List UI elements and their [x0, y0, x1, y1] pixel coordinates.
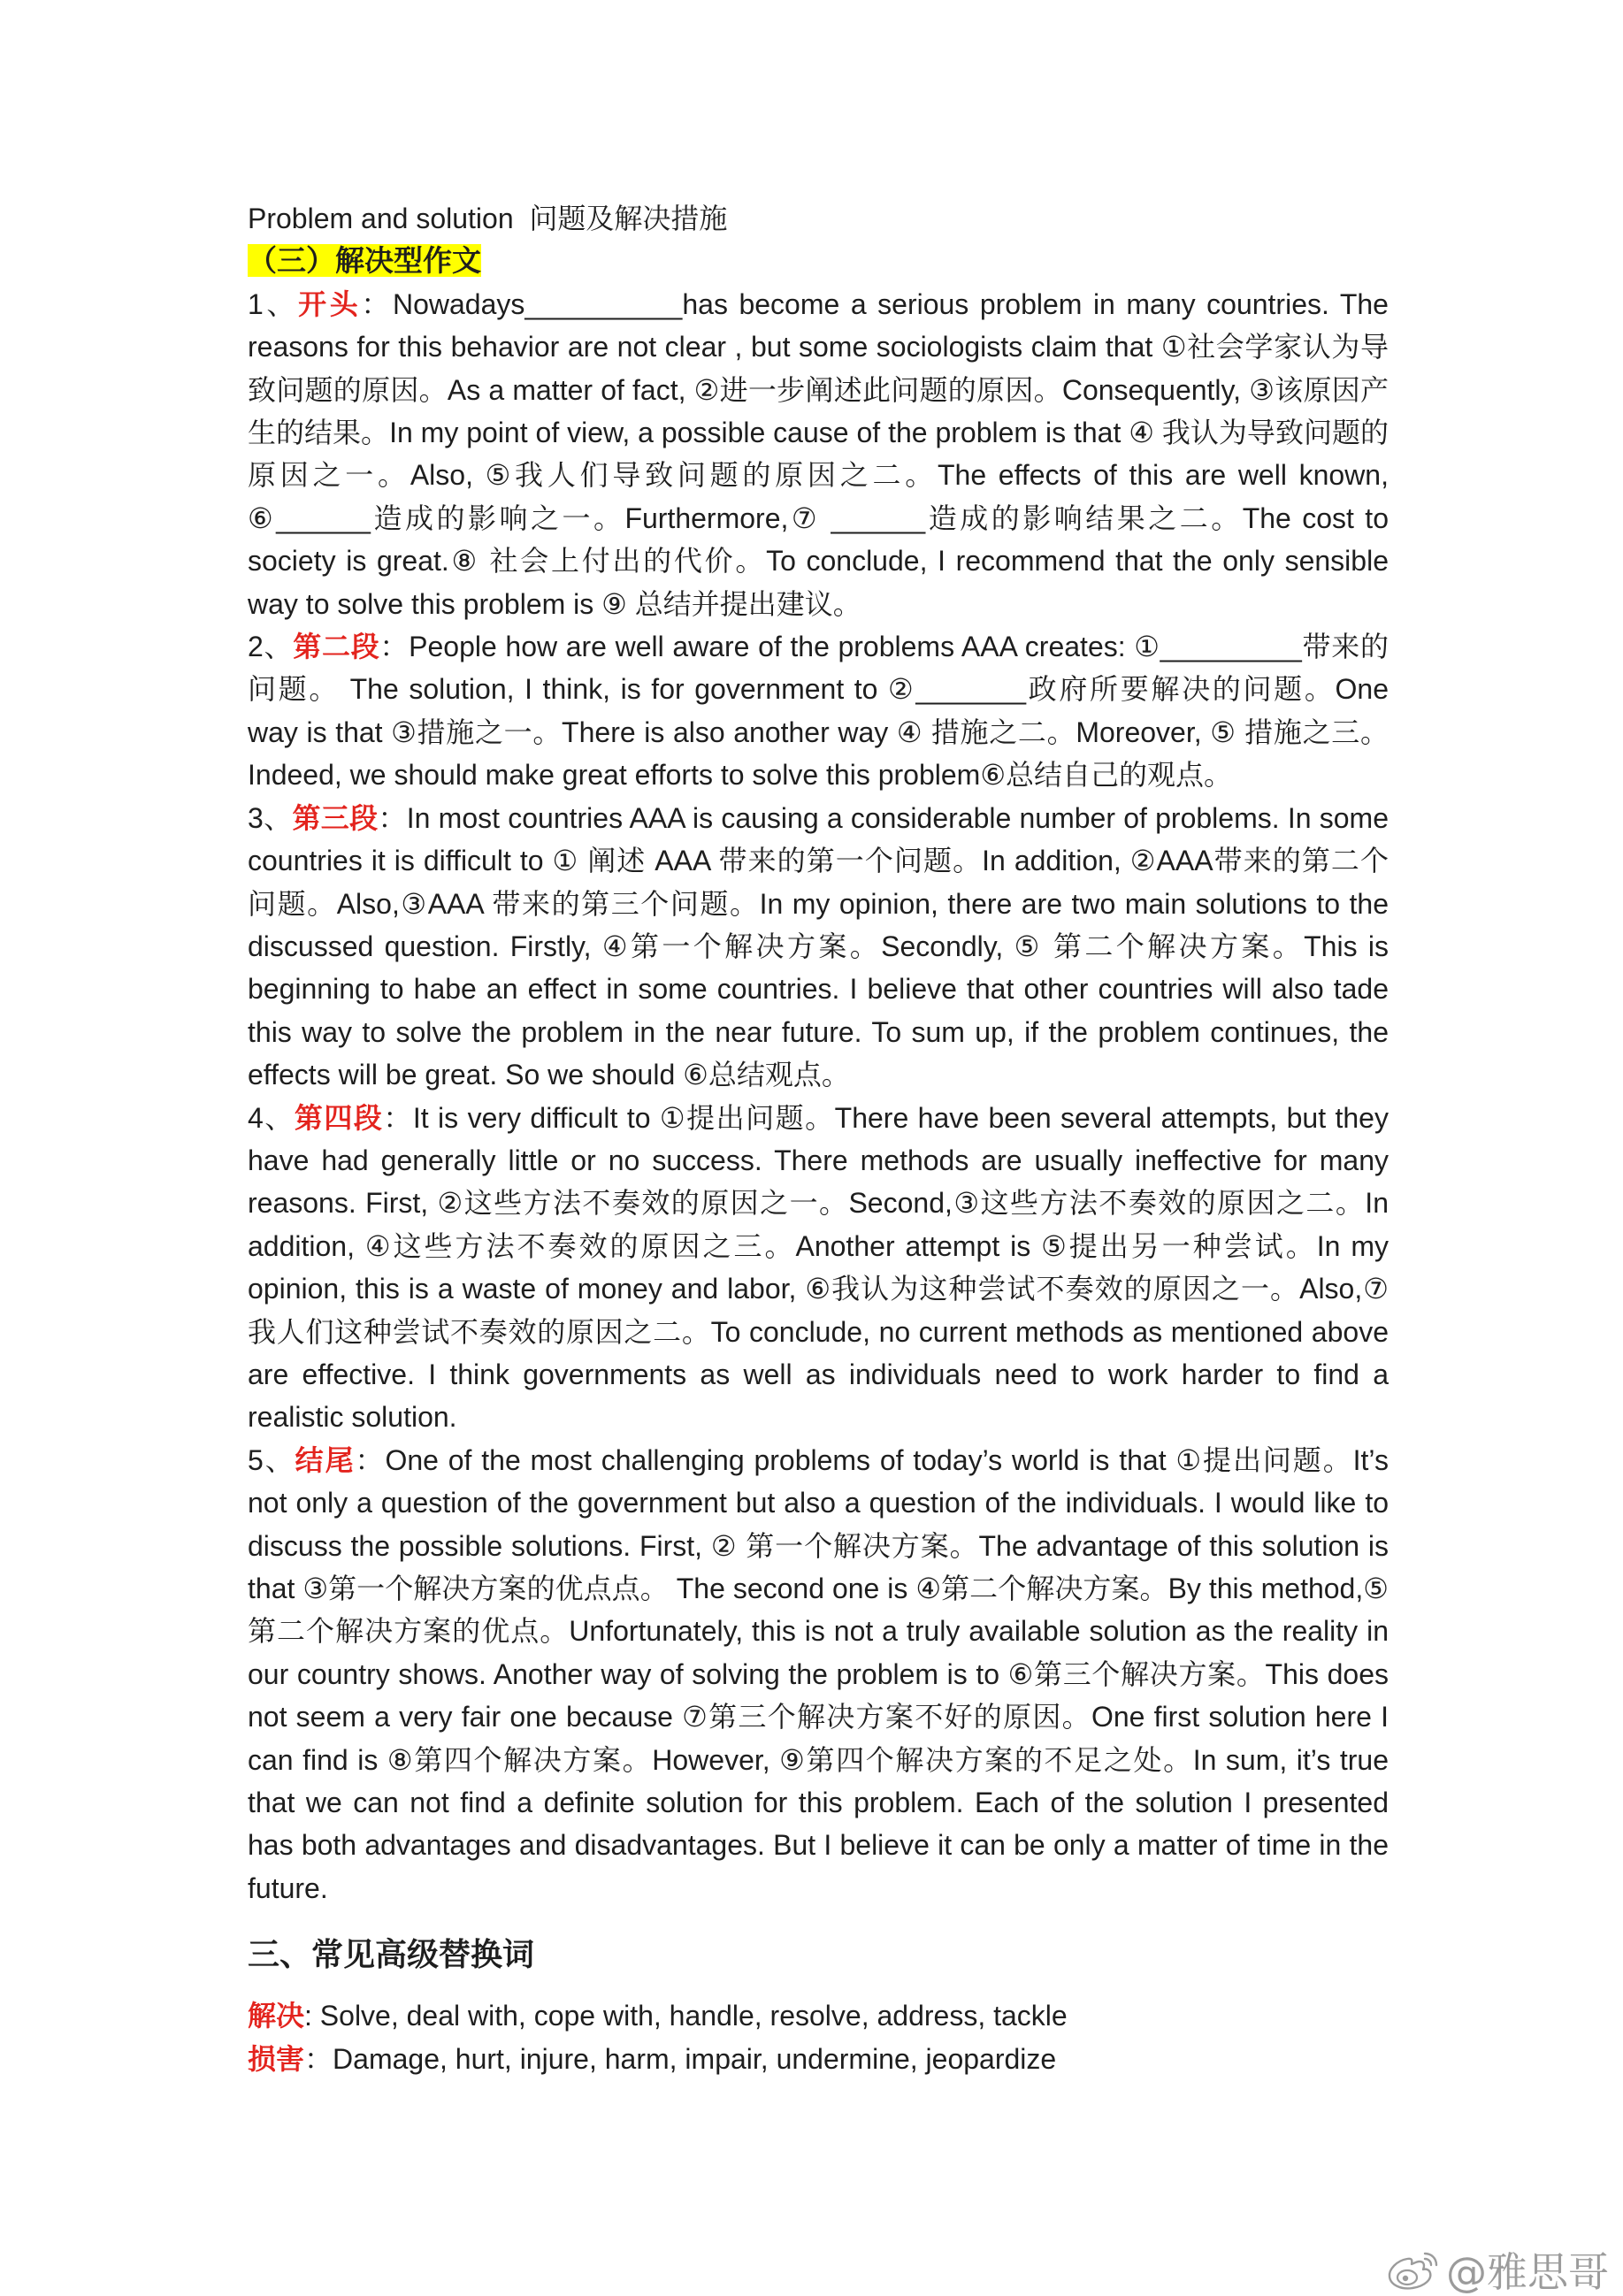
paragraph-body: People how are well aware of the problems AAA creates: ①_________带来的问题。 The solution, I think, is for government to ②_______政府所要解决的问题。One way is that ③措施之一。There is also another way ④ 措施之二。Moreover, ⑤ 措施之三。Indeed, we should make great efforts to solve this problem⑥总结自己的观点。: [248, 631, 1389, 792]
vocab-words: Solve, deal with, cope with, handle, resolve, address, tackle: [311, 2000, 1068, 2032]
paragraph-label: 结尾: [295, 1443, 356, 1476]
paragraph-separator: ：: [361, 287, 393, 320]
paragraph-body: One of the most challenging problems of today’s world is that ①提出问题。It’s not only a question of the government but also a question of the individuals. I would like to discuss the possible solutions. First, ② 第一个解决方案。The advantage of this solution is that ③第一个解决方案的优点点。 The second one is ④第二个解决方案。By this method,⑤第二个解决方案的优点。Unfortunately, this is not a truly available solution as the reality in our country shows. Another way of solving the problem is to ⑥第三个解决方案。This does not seem a very fair one because ⑦第三个解决方案不好的原因。One first solution here I can find is ⑧第四个解决方案。However, ⑨第四个解决方案的不足之处。In sum, it’s true that we can not find a definite solution for this problem. Each of the solution I presented has both advantages and disadvantages. But I believe it can be only a matter of time in the future.: [248, 1443, 1389, 1904]
vocab-label: 损害: [248, 2042, 305, 2075]
paragraph-body: It is very difficult to ①提出问题。There have been several attempts, but they have had generally little or no success. There methods are usually ineffective for many reasons. First, ②这些方法不奏效的原因之一。Second,③这些方法不奏效的原因之二。In addition, ④这些方法不奏效的原因之三。Another attempt is ⑤提出另一种尝试。In my opinion, this is a waste of money and labor, ⑥我认为这种尝试不奏效的原因之一。Also,⑦我人们这种尝试不奏效的原因之二。To conclude, no current methods as mentioned above are effective. I think governments as well as individuals need to work harder to find a realistic solution.: [248, 1101, 1389, 1434]
paragraph-number: 3、: [248, 801, 293, 834]
vocab-label: 解决: [248, 2000, 305, 2032]
template-paragraph: [248, 1439, 1389, 1910]
paragraph-label: 第四段: [294, 1101, 384, 1134]
paragraph-label: 第二段: [293, 631, 380, 663]
paragraph-label: 第三段: [292, 801, 379, 834]
template-paragraph: [248, 797, 1389, 1097]
paragraph-separator: ：: [379, 631, 410, 663]
subtitle-line: [248, 240, 1389, 282]
vocab-item: [248, 2038, 1389, 2080]
vocab-separator: ：: [304, 2042, 333, 2075]
paragraph-separator: ：: [355, 1443, 386, 1476]
watermark-text: @雅思哥: [1446, 2248, 1609, 2296]
section-subtitle: （三）解决型作文: [248, 244, 481, 278]
document-title: Problem and solution 问题及解决措施: [248, 203, 728, 234]
watermark: [1386, 2243, 1609, 2296]
paragraph-number: 2、: [248, 631, 294, 663]
paragraph-label: 开头: [298, 287, 362, 320]
paragraph-body: In most countries AAA is causing a considerable number of problems. In some countries it is difficult to ① 阐述 AAA 带来的第一个问题。In addition, ②AAA带来的第二个问题。Also,③AAA 带来的第三个问题。In my opinion, there are two main solutions to the discussed question. Firstly, ④第一个解决方案。Secondly, ⑤ 第二个解决方案。This is beginning to habe an effect in some countries. I believe that other countries will also tade this way to solve the problem in the near future. To sum up, if the problem continues, the effects will be great. So we should ⑥总结观点。: [248, 801, 1389, 1091]
paragraph-body: Nowadays__________has become a serious problem in many countries. The reasons for this behavior are not clear , but some sociologists claim that ①社会学家认为导致问题的原因。As a matter of fact, ②进一步阐述此问题的原因。Consequently, ③该原因产生的结果。In my point of view, a possible cause of the problem is that ④ 我认为导致问题的原因之一。Also, ⑤我人们导致问题的原因之二。The effects of this are well known, ⑥______造成的影响之一。Furthermore,⑦ ______造成的影响结果之二。The cost to society is great.⑧ 社会上付出的代价。To conclude, I recommend that the only sensible way to solve this problem is ⑨ 总结并提出建议。: [248, 287, 1389, 620]
vocab-item: [248, 1994, 1389, 2037]
template-paragraph: [248, 625, 1389, 797]
paragraph-separator: ：: [383, 1101, 413, 1134]
vocab-separator: :: [304, 2000, 312, 2032]
template-paragraph: [248, 283, 1389, 625]
paragraph-number: 4、: [248, 1101, 295, 1134]
paragraph-separator: ：: [378, 801, 407, 834]
paragraph-number: 1、: [248, 287, 299, 320]
template-paragraph: [248, 1097, 1389, 1439]
document-content: [248, 197, 1389, 2080]
vocab-words: Damage, hurt, injure, harm, impair, undermine, jeopardize: [333, 2042, 1057, 2075]
paragraph-number: 5、: [248, 1443, 295, 1476]
weibo-icon: [1386, 2246, 1441, 2292]
section-heading: 三、常见高级替换词: [248, 1936, 535, 1973]
